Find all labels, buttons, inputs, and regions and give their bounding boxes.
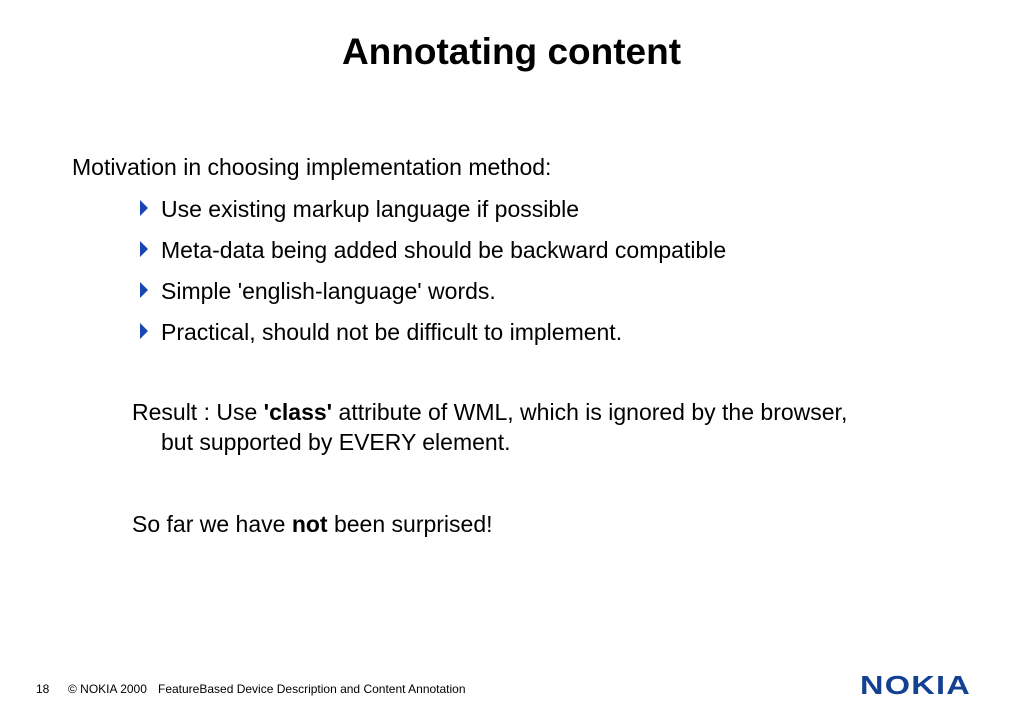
triangle-right-icon: [140, 241, 148, 257]
nokia-logo: NOKIA: [860, 670, 971, 700]
triangle-right-icon: [140, 323, 148, 339]
result-line-2: but supported by EVERY element.: [161, 429, 511, 455]
bullet-text: Meta-data being added should be backward compatible: [161, 236, 727, 263]
result-paragraph: [132, 397, 972, 457]
bullet-text: Use existing markup language if possible: [161, 195, 580, 222]
bullet-text: Practical, should not be difficult to implement.: [161, 318, 623, 345]
surprise-suffix: been surprised!: [327, 511, 493, 537]
triangle-right-icon: [140, 282, 148, 298]
surprise-paragraph: [132, 509, 493, 539]
bullet-item: [140, 276, 726, 306]
bullet-item: [140, 194, 726, 224]
bullet-text: Simple 'english-language' words.: [161, 277, 496, 304]
result-prefix: Result : Use: [132, 399, 264, 425]
bullet-item: [140, 317, 726, 347]
bullet-item: [140, 235, 726, 265]
copyright-text: © NOKIA 2000: [68, 682, 147, 696]
intro-text: Motivation in choosing implementation method:: [72, 154, 552, 180]
page-number: 18: [36, 682, 50, 696]
result-suffix: attribute of WML, which is ignored by the browser,: [332, 399, 848, 425]
surprise-emphasis: not: [291, 511, 328, 537]
slide-title: Annotating content: [341, 31, 682, 72]
result-keyword: 'class': [263, 399, 333, 425]
document-title: FeatureBased Device Description and Content Annotation: [158, 682, 466, 696]
surprise-prefix: So far we have: [132, 511, 292, 537]
triangle-right-icon: [140, 200, 148, 216]
bullet-list: [140, 194, 726, 358]
